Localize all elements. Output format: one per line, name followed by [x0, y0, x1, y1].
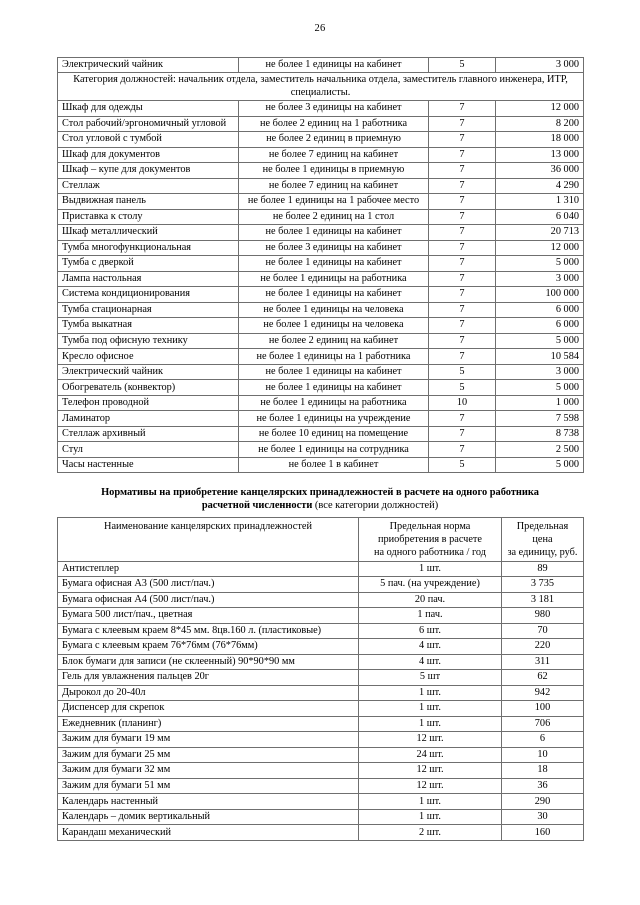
table-row	[58, 457, 584, 473]
row-item-name: Тумба под офисную технику	[58, 333, 239, 349]
row-item-name: Тумба многофункциональная	[58, 240, 239, 256]
row-item-norm: 1 пач.	[359, 608, 502, 624]
table-row	[58, 794, 584, 810]
row-item-name: Карандаш механический	[58, 825, 359, 841]
row-item-norm: 1 шт.	[359, 794, 502, 810]
row-item-price: 3 735	[502, 577, 584, 593]
row-item-norm: не более 1 в кабинет	[239, 457, 429, 473]
row-item-name: Стул	[58, 442, 239, 458]
column-header-norm-line2: приобретения в расчете	[377, 533, 482, 545]
row-item-name: Шкаф для одежды	[58, 101, 239, 117]
table-row	[58, 132, 584, 148]
row-item-qty: 7	[429, 209, 496, 225]
row-item-norm: не более 1 единицы на человека	[239, 302, 429, 318]
row-item-norm: 4 шт.	[359, 639, 502, 655]
row-item-price: 12 000	[496, 240, 584, 256]
heading-line-1: Нормативы на приобретение канцелярских принадлежностей в расчете на одного работника	[101, 487, 539, 499]
table-row	[58, 639, 584, 655]
table-row	[58, 333, 584, 349]
row-item-norm: 5 шт	[359, 670, 502, 686]
row-item-name: Антистеплер	[58, 561, 359, 577]
row-item-norm: не более 2 единиц на 1 стол	[239, 209, 429, 225]
table-row	[58, 147, 584, 163]
row-item-price: 7 598	[496, 411, 584, 427]
row-item-norm: 1 шт.	[359, 716, 502, 732]
row-item-name: Зажим для бумаги 32 мм	[58, 763, 359, 779]
row-item-name: Диспенсер для скрепок	[58, 701, 359, 717]
table-row	[58, 623, 584, 639]
row-item-norm: не более 1 единицы на кабинет	[239, 57, 429, 73]
row-item-norm: не более 3 единицы на кабинет	[239, 240, 429, 256]
row-item-qty: 7	[429, 101, 496, 117]
row-item-name: Стол рабочий/эргономичный угловой	[58, 116, 239, 132]
row-item-name: Дырокол до 20-40л	[58, 685, 359, 701]
table-row	[58, 825, 584, 841]
row-item-norm: не более 1 единицы на учреждение	[239, 411, 429, 427]
table-row	[58, 809, 584, 825]
table-row	[58, 778, 584, 794]
row-item-norm: не более 1 единицы на сотрудника	[239, 442, 429, 458]
row-item-price: 70	[502, 623, 584, 639]
row-item-name: Блок бумаги для записи (не склеенный) 90*90*90 мм	[58, 654, 359, 670]
table-row	[58, 57, 584, 73]
row-item-price: 3 181	[502, 592, 584, 608]
row-item-norm: 12 шт.	[359, 763, 502, 779]
row-item-qty: 7	[429, 333, 496, 349]
row-item-price: 100 000	[496, 287, 584, 303]
table-row	[58, 561, 584, 577]
table-row	[58, 271, 584, 287]
row-item-price: 18	[502, 763, 584, 779]
table-row	[58, 747, 584, 763]
row-item-name: Выдвижная панель	[58, 194, 239, 210]
row-item-qty: 7	[429, 426, 496, 442]
row-item-name: Приставка к столу	[58, 209, 239, 225]
table-row	[58, 685, 584, 701]
row-item-name: Кресло офисное	[58, 349, 239, 365]
row-item-qty: 7	[429, 318, 496, 334]
row-item-norm: 1 шт.	[359, 561, 502, 577]
heading-line-2-normal: (все категории должностей)	[312, 500, 439, 512]
row-item-qty: 7	[429, 163, 496, 179]
table-row	[58, 225, 584, 241]
row-item-name: Бумага офисная А3 (500 лист/пач.)	[58, 577, 359, 593]
table-row	[58, 592, 584, 608]
row-item-norm: 2 шт.	[359, 825, 502, 841]
row-item-name: Гель для увлажнения пальцев 20г	[58, 670, 359, 686]
row-item-price: 980	[502, 608, 584, 624]
row-item-price: 36	[502, 778, 584, 794]
row-item-norm: не более 1 единицы на 1 рабочее место	[239, 194, 429, 210]
row-item-name: Тумба стационарная	[58, 302, 239, 318]
table-row	[58, 256, 584, 272]
row-item-norm: не более 1 единицы на работника	[239, 271, 429, 287]
page-content	[0, 35, 640, 841]
row-item-qty: 5	[429, 364, 496, 380]
row-item-qty: 7	[429, 256, 496, 272]
row-item-qty: 7	[429, 411, 496, 427]
row-item-name: Ежедневник (планинг)	[58, 716, 359, 732]
furniture-norms-table	[57, 57, 584, 474]
row-item-qty: 7	[429, 147, 496, 163]
row-item-norm: не более 1 единицы на работника	[239, 395, 429, 411]
table-category-row	[58, 73, 584, 101]
row-item-norm: не более 7 единиц на кабинет	[239, 147, 429, 163]
table-row	[58, 411, 584, 427]
row-item-price: 311	[502, 654, 584, 670]
row-item-price: 36 000	[496, 163, 584, 179]
row-item-price: 5 000	[496, 333, 584, 349]
row-item-qty: 7	[429, 442, 496, 458]
column-header-norm-line1: Предельная норма	[389, 520, 471, 532]
row-item-price: 2 500	[496, 442, 584, 458]
table-row	[58, 577, 584, 593]
row-item-qty: 7	[429, 132, 496, 148]
row-item-name: Электрический чайник	[58, 57, 239, 73]
row-item-name: Обогреватель (конвектор)	[58, 380, 239, 396]
row-item-norm: не более 2 единиц в приемную	[239, 132, 429, 148]
row-item-name: Бумага с клеевым краем 76*76мм (76*76мм)	[58, 639, 359, 655]
row-item-price: 706	[502, 716, 584, 732]
row-item-norm: не более 1 единицы на 1 работника	[239, 349, 429, 365]
table-row	[58, 716, 584, 732]
row-item-name: Лампа настольная	[58, 271, 239, 287]
table-row	[58, 194, 584, 210]
row-item-price: 62	[502, 670, 584, 686]
row-item-price: 160	[502, 825, 584, 841]
table-row	[58, 302, 584, 318]
table-row	[58, 670, 584, 686]
row-item-price: 5 000	[496, 380, 584, 396]
row-item-qty: 10	[429, 395, 496, 411]
row-item-norm: не более 1 единицы на кабинет	[239, 364, 429, 380]
row-item-name: Стеллаж архивный	[58, 426, 239, 442]
row-item-price: 5 000	[496, 457, 584, 473]
row-item-price: 220	[502, 639, 584, 655]
row-item-name: Зажим для бумаги 25 мм	[58, 747, 359, 763]
table-header-row	[58, 517, 584, 561]
row-item-price: 6	[502, 732, 584, 748]
row-item-name: Стол угловой с тумбой	[58, 132, 239, 148]
row-item-name: Телефон проводной	[58, 395, 239, 411]
row-item-price: 6 040	[496, 209, 584, 225]
row-item-price: 3 000	[496, 364, 584, 380]
table-row	[58, 426, 584, 442]
row-item-norm: 6 шт.	[359, 623, 502, 639]
row-item-qty: 7	[429, 240, 496, 256]
stationery-section-heading	[57, 473, 583, 516]
row-item-price: 8 738	[496, 426, 584, 442]
row-item-name: Шкаф – купе для документов	[58, 163, 239, 179]
column-header-price-line1: Предельная цена	[516, 520, 569, 545]
column-header-norm	[359, 517, 502, 561]
row-item-price: 100	[502, 701, 584, 717]
row-item-name: Электрический чайник	[58, 364, 239, 380]
table-row	[58, 732, 584, 748]
row-item-norm: не более 3 единицы на кабинет	[239, 101, 429, 117]
row-item-name: Бумага 500 лист/пач., цветная	[58, 608, 359, 624]
row-item-qty: 7	[429, 349, 496, 365]
row-item-name: Тумба выкатная	[58, 318, 239, 334]
column-header-price	[502, 517, 584, 561]
table-row	[58, 116, 584, 132]
row-item-name: Шкаф металлический	[58, 225, 239, 241]
row-item-norm: 1 шт.	[359, 685, 502, 701]
row-item-norm: 20 пач.	[359, 592, 502, 608]
row-item-price: 30	[502, 809, 584, 825]
table-row	[58, 240, 584, 256]
row-item-qty: 7	[429, 116, 496, 132]
row-item-norm: не более 2 единиц на 1 работника	[239, 116, 429, 132]
row-item-name: Бумага с клеевым краем 8*45 мм. 8цв.160 л. (пластиковые)	[58, 623, 359, 639]
row-item-norm: не более 1 единицы на человека	[239, 318, 429, 334]
column-header-norm-line3: на одного работника / год	[373, 546, 487, 558]
row-item-qty: 7	[429, 225, 496, 241]
row-item-price: 6 000	[496, 302, 584, 318]
page-number: 26	[314, 23, 326, 34]
row-item-price: 4 290	[496, 178, 584, 194]
table-row	[58, 101, 584, 117]
furniture-table-body	[58, 57, 584, 473]
table-row	[58, 763, 584, 779]
row-item-price: 13 000	[496, 147, 584, 163]
row-item-name: Календарь – домик вертикальный	[58, 809, 359, 825]
stationery-table-header	[58, 517, 584, 561]
table-row	[58, 395, 584, 411]
row-item-norm: 1 шт.	[359, 701, 502, 717]
row-item-norm: 1 шт.	[359, 809, 502, 825]
row-item-name: Календарь настенный	[58, 794, 359, 810]
row-item-price: 18 000	[496, 132, 584, 148]
row-item-name: Бумага офисная А4 (500 лист/пач.)	[58, 592, 359, 608]
table-row	[58, 608, 584, 624]
row-item-norm: 12 шт.	[359, 732, 502, 748]
row-item-norm: 24 шт.	[359, 747, 502, 763]
row-item-price: 5 000	[496, 256, 584, 272]
row-item-price: 20 713	[496, 225, 584, 241]
row-item-name: Ламинатор	[58, 411, 239, 427]
table-row	[58, 318, 584, 334]
row-item-price: 1 310	[496, 194, 584, 210]
row-item-norm: не более 1 единицы на кабинет	[239, 287, 429, 303]
table-row	[58, 364, 584, 380]
row-item-norm: 12 шт.	[359, 778, 502, 794]
row-item-qty: 7	[429, 302, 496, 318]
row-item-price: 1 000	[496, 395, 584, 411]
row-item-name: Зажим для бумаги 51 мм	[58, 778, 359, 794]
table-row	[58, 380, 584, 396]
row-item-norm: не более 1 единицы в приемную	[239, 163, 429, 179]
row-item-price: 8 200	[496, 116, 584, 132]
table-row	[58, 163, 584, 179]
row-item-norm: не более 1 единицы на кабинет	[239, 225, 429, 241]
table-row	[58, 654, 584, 670]
table-row	[58, 349, 584, 365]
row-item-price: 10	[502, 747, 584, 763]
row-item-price: 3 000	[496, 57, 584, 73]
table-row	[58, 701, 584, 717]
row-item-norm: не более 10 единиц на помещение	[239, 426, 429, 442]
row-item-norm: не более 1 единицы на кабинет	[239, 256, 429, 272]
row-item-price: 3 000	[496, 271, 584, 287]
row-item-norm: 4 шт.	[359, 654, 502, 670]
row-item-price: 6 000	[496, 318, 584, 334]
row-item-qty: 5	[429, 380, 496, 396]
row-item-qty: 7	[429, 287, 496, 303]
row-item-qty: 5	[429, 57, 496, 73]
table-row	[58, 209, 584, 225]
table-row	[58, 287, 584, 303]
row-item-qty: 5	[429, 457, 496, 473]
row-item-norm: 5 пач. (на учреждение)	[359, 577, 502, 593]
row-item-name: Тумба с дверкой	[58, 256, 239, 272]
row-item-qty: 7	[429, 271, 496, 287]
row-item-qty: 7	[429, 178, 496, 194]
row-item-norm: не более 2 единиц на кабинет	[239, 333, 429, 349]
row-item-price: 10 584	[496, 349, 584, 365]
heading-line-2-bold: расчетной численности	[201, 500, 313, 512]
table-row	[58, 178, 584, 194]
category-label: Категория должностей: начальник отдела, заместитель начальника отдела, заместитель главного инженера, ИТР, специалисты.	[58, 73, 584, 101]
stationery-norms-table	[57, 517, 584, 841]
row-item-price: 12 000	[496, 101, 584, 117]
column-header-name: Наименование канцелярских принадлежностей	[58, 517, 359, 561]
row-item-price: 89	[502, 561, 584, 577]
column-header-price-line2: за единицу, руб.	[507, 546, 578, 558]
stationery-table-body	[58, 561, 584, 840]
row-item-name: Зажим для бумаги 19 мм	[58, 732, 359, 748]
row-item-norm: не более 1 единицы на кабинет	[239, 380, 429, 396]
row-item-price: 290	[502, 794, 584, 810]
row-item-price: 942	[502, 685, 584, 701]
row-item-name: Часы настенные	[58, 457, 239, 473]
row-item-name: Стеллаж	[58, 178, 239, 194]
row-item-qty: 7	[429, 194, 496, 210]
row-item-name: Система кондиционирования	[58, 287, 239, 303]
table-row	[58, 442, 584, 458]
row-item-name: Шкаф для документов	[58, 147, 239, 163]
row-item-norm: не более 7 единиц на кабинет	[239, 178, 429, 194]
